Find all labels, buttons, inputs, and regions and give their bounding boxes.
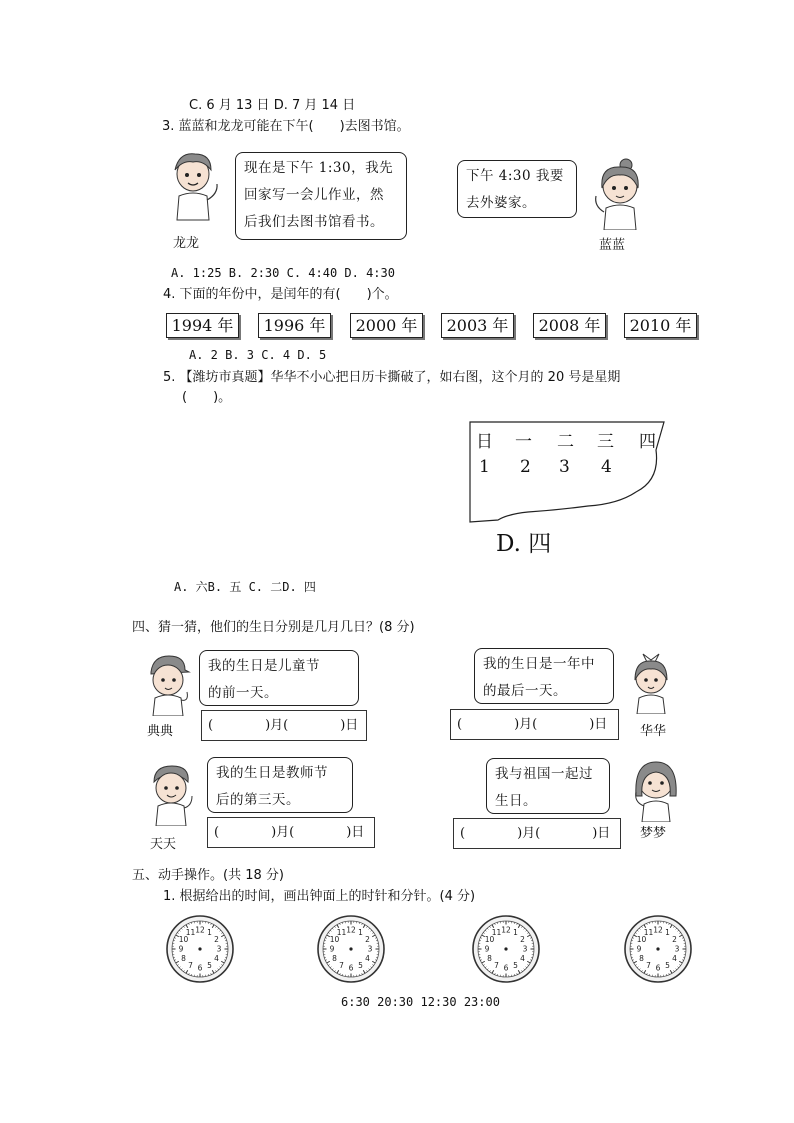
- clock-number-10: 10: [484, 935, 495, 945]
- section-5-q1: 1. 根据给出的时间，画出钟面上的时针和分针。(4 分): [163, 889, 476, 904]
- q3-question: 3. 蓝蓝和龙龙可能在下午( )去图书馆。: [162, 119, 410, 134]
- clock-center: [504, 947, 507, 950]
- clock-number-3: 3: [367, 944, 373, 954]
- clock-number-2: 2: [672, 935, 677, 945]
- tiantian-speech-bubble: [207, 757, 353, 813]
- calendar-header-mon: 一: [515, 432, 532, 452]
- clock-number-1: 1: [665, 928, 670, 938]
- longlong-speech-bubble: [235, 152, 407, 240]
- lanlan-speech-line-1: 下午 4:30 我要: [466, 168, 564, 184]
- clock-number-2: 2: [365, 935, 370, 945]
- q5-options: A. 六B. 五 C. 二D. 四: [174, 580, 316, 594]
- q4-options: A. 2 B. 3 C. 4 D. 5: [189, 348, 327, 362]
- clock-number-1: 1: [358, 928, 363, 938]
- clock-number-2: 2: [520, 935, 525, 945]
- clock-number-4: 4: [365, 954, 370, 964]
- lanlan-name: 蓝蓝: [599, 238, 626, 253]
- diandian-name: 典典: [147, 724, 174, 739]
- diandian-speech-line-2: 的前一天。: [208, 685, 278, 701]
- q2-option-c: C. 6 月 13 日: [189, 98, 270, 113]
- lanlan-speech-line-2: 去外婆家。: [466, 195, 536, 211]
- clock-number-11: 11: [336, 928, 347, 938]
- mengmeng-speech-bubble: [486, 758, 610, 814]
- clock-number-9: 9: [636, 944, 642, 954]
- clock-number-11: 11: [185, 928, 196, 938]
- longlong-speech-line-2: 回家写一会儿作业，然: [244, 187, 384, 203]
- clock-number-3: 3: [674, 944, 680, 954]
- clock-number-3: 3: [522, 944, 528, 954]
- clock-number-4: 4: [214, 954, 219, 964]
- clock-number-1: 1: [207, 928, 212, 938]
- clock-number-9: 9: [329, 944, 335, 954]
- longlong-boy-illustration: [163, 150, 225, 222]
- year-box-1996: 1996 年: [258, 313, 331, 338]
- clock-number-10: 10: [636, 935, 647, 945]
- clock-number-10: 10: [178, 935, 189, 945]
- clock-number-12: 12: [195, 925, 205, 935]
- clock-number-8: 8: [332, 954, 337, 964]
- q2-options-cd: [189, 98, 355, 114]
- clock-number-1: 1: [513, 928, 518, 938]
- diandian-answer-box[interactable]: ( )月( )日: [201, 710, 367, 741]
- clock-number-7: 7: [188, 961, 193, 971]
- q5-question-line-1: 5. 【潍坊市真题】华华不小心把日历卡撕破了，如右图，这个月的 20 号是星期: [163, 370, 621, 385]
- clock-center: [349, 947, 352, 950]
- clock-number-3: 3: [216, 944, 222, 954]
- clock-number-7: 7: [339, 961, 344, 971]
- diandian-speech-bubble: [199, 650, 359, 706]
- clock-number-8: 8: [639, 954, 644, 964]
- huahua-speech-line-2: 的最后一天。: [483, 683, 567, 699]
- huahua-name: 华华: [640, 724, 667, 739]
- clock-number-9: 9: [484, 944, 490, 954]
- huahua-girl-illustration: [625, 650, 675, 714]
- clock-number-4: 4: [520, 954, 525, 964]
- clock-number-6: 6: [197, 963, 203, 973]
- q4-question: 4. 下面的年份中，是闰年的有( )个。: [163, 287, 398, 302]
- section-4-title: 四、猜一猜，他们的生日分别是几月几日？(8 分): [132, 620, 415, 635]
- calendar-date-1: 1: [479, 457, 490, 477]
- mengmeng-speech-line-2: 生日。: [495, 793, 537, 809]
- huahua-speech-line-1: 我的生日是一年中: [483, 656, 595, 672]
- clock-number-6: 6: [503, 963, 509, 973]
- clock-number-5: 5: [207, 961, 212, 971]
- clock-face-2[interactable]: [316, 914, 386, 984]
- tiantian-name: 天天: [150, 837, 177, 852]
- q5-question-line-2: ( )。: [182, 390, 232, 405]
- clock-number-5: 5: [358, 961, 363, 971]
- longlong-speech-line-3: 后我们去图书馆看书。: [244, 214, 384, 230]
- calendar-date-4: 4: [601, 457, 612, 477]
- diandian-speech-line-1: 我的生日是儿童节: [208, 658, 320, 674]
- tiantian-speech-line-2: 后的第三天。: [216, 792, 300, 808]
- clock-number-9: 9: [178, 944, 184, 954]
- calendar-header-thu: 四: [639, 432, 656, 452]
- tiantian-speech-line-1: 我的生日是教师节: [216, 765, 328, 781]
- q5-large-d-label: D. 四: [496, 531, 552, 557]
- mengmeng-answer-box[interactable]: ( )月( )日: [453, 818, 621, 849]
- longlong-name: 龙龙: [173, 236, 200, 251]
- calendar-content: [468, 420, 668, 524]
- tiantian-boy-illustration: [146, 762, 196, 826]
- clock-number-10: 10: [329, 935, 340, 945]
- clock-number-5: 5: [513, 961, 518, 971]
- q3-options: A. 1:25 B. 2:30 C. 4:40 D. 4:30: [171, 266, 395, 280]
- mengmeng-speech-line-1: 我与祖国一起过: [495, 766, 593, 782]
- mengmeng-name: 梦梦: [640, 826, 667, 841]
- diandian-boy-illustration: [143, 652, 193, 716]
- year-box-2003: 2003 年: [441, 313, 514, 338]
- clock-number-4: 4: [672, 954, 677, 964]
- calendar-header-wed: 三: [597, 432, 614, 452]
- clock-number-11: 11: [491, 928, 502, 938]
- clock-times: 6:30 20:30 12:30 23:00: [341, 995, 500, 1009]
- year-box-2008: 2008 年: [533, 313, 606, 338]
- lanlan-girl-illustration: [588, 158, 648, 230]
- huahua-speech-bubble: [474, 648, 614, 704]
- mengmeng-girl-illustration: [628, 756, 682, 822]
- clock-number-11: 11: [643, 928, 654, 938]
- clock-number-8: 8: [487, 954, 492, 964]
- huahua-answer-box[interactable]: ( )月( )日: [450, 709, 619, 740]
- clock-number-5: 5: [665, 961, 670, 971]
- lanlan-speech-bubble: [457, 160, 577, 218]
- clock-number-2: 2: [214, 935, 219, 945]
- clock-number-12: 12: [653, 925, 663, 935]
- longlong-speech-line-1: 现在是下午 1:30，我先: [244, 160, 394, 176]
- year-box-2000: 2000 年: [350, 313, 423, 338]
- clock-number-8: 8: [181, 954, 186, 964]
- clock-center: [198, 947, 201, 950]
- q2-option-d: D. 7 月 14 日: [273, 98, 356, 113]
- clock-center: [656, 947, 659, 950]
- clock-number-6: 6: [655, 963, 661, 973]
- year-box-2010: 2010 年: [624, 313, 697, 338]
- calendar-header-tue: 二: [557, 432, 574, 452]
- clock-face-3[interactable]: [471, 914, 541, 984]
- clock-number-12: 12: [346, 925, 356, 935]
- clock-number-12: 12: [501, 925, 511, 935]
- section-5-title: 五、动手操作。(共 18 分): [132, 868, 284, 883]
- clock-number-7: 7: [494, 961, 499, 971]
- year-box-1994: 1994 年: [166, 313, 239, 338]
- calendar-date-2: 2: [520, 457, 531, 477]
- clock-face-1[interactable]: [165, 914, 235, 984]
- calendar-date-3: 3: [559, 457, 570, 477]
- tiantian-answer-box[interactable]: ( )月( )日: [207, 817, 375, 848]
- clock-number-7: 7: [646, 961, 651, 971]
- clock-face-4[interactable]: [623, 914, 693, 984]
- calendar-header-sun: 日: [476, 432, 493, 452]
- clock-number-6: 6: [348, 963, 354, 973]
